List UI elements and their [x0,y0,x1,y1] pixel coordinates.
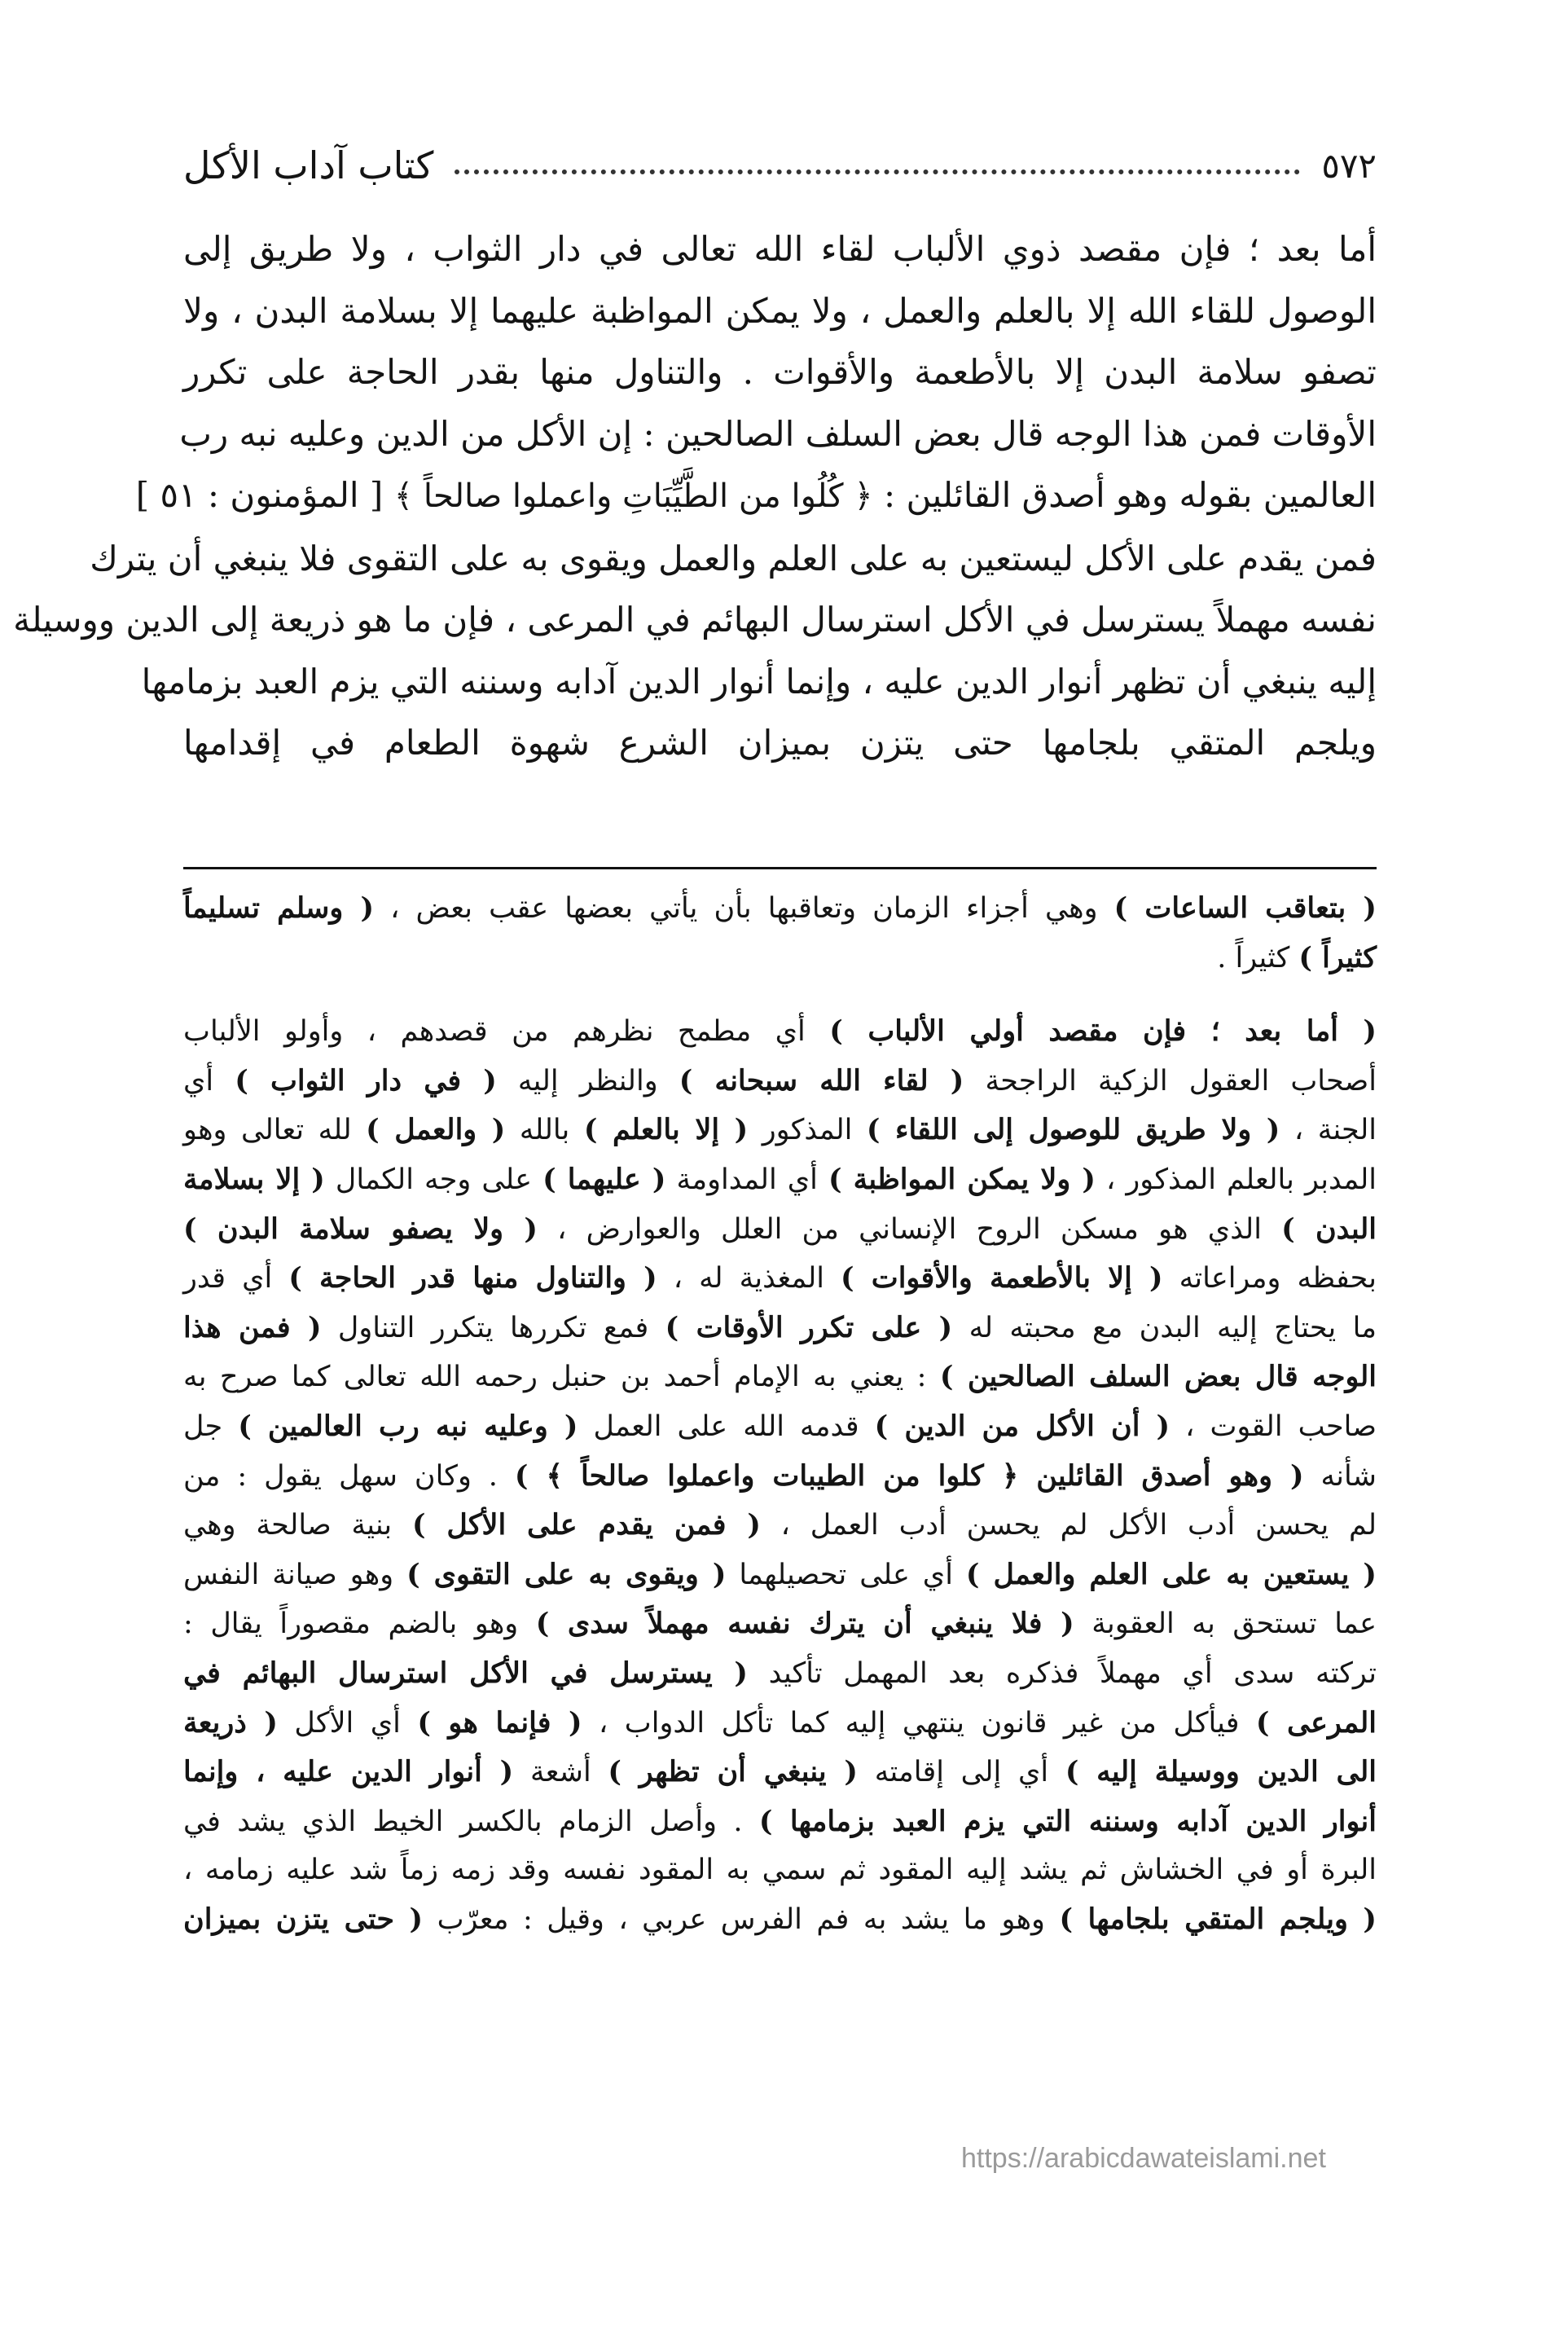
main-text-line: أما بعد ؛ فإن مقصد ذوي الألباب لقاء الله تعالى في دار الثواب ، ولا طريق إلى [183,229,1377,269]
commentary-line: البدن ) الذي هو مسكن الروح الإنساني من العلل والعوارض ، ( ولا يصفو سلامة البدن ) [183,1212,1377,1246]
commentary-line: أنوار الدين آدابه وسننه التي يزم العبد بزمامها ) . وأصل الزمام بالكسر الخيط الذي يشد في [183,1804,1377,1838]
page-number: ٥٧٢ [1321,145,1377,186]
commentary-line: تركته سدى أي مهملاً فذكره بعد المهمل تأكيد ( يسترسل في الأكل استرسال البهائم في [183,1656,1377,1690]
commentary-line: الى الدين ووسيلة إليه ) أي إلى إقامته ( ينبغي أن تظهر ) أشعة ( أنوار الدين عليه ، وإنما [183,1755,1377,1789]
main-text-line: العالمين بقوله وهو أصدق القائلين : ﴿ كُلُوا من الطَّيِّبَاتِ واعملوا صالحاً ﴾ [ المؤمنون : ٥١ ] [135,475,1377,515]
commentary [183,884,1377,1944]
main-text-line: نفسه مهملاً يسترسل في الأكل استرسال البهائم في المرعى ، فإن ما هو ذريعة إلى الدين ووسيلة [13,600,1377,640]
commentary-line: ما يحتاج إليه البدن مع محبته له ( على تكرر الأوقات ) فمع تكررها يتكرر التناول ( فمن هذا [183,1310,1377,1344]
commentary-line: ( يستعين به على العلم والعمل ) أي على تحصيلهما ( ويقوى به على التقوى ) وهو صيانة النفس [183,1557,1377,1591]
page-header [183,137,1377,194]
commentary-line: الجنة ، ( ولا طريق للوصول إلى اللقاء ) المذكور ( إلا بالعلم ) بالله ( والعمل ) لله تعالى وهو [183,1113,1377,1147]
main-text-line: الأوقات فمن هذا الوجه قال بعض السلف الصالحين : إن الأكل من الدين وعليه نبه رب [179,413,1377,454]
main-text-line: ويلجم المتقي بلجامها حتى يتزن بميزان الشرع شهوة الطعام في إقدامها [183,723,1377,763]
commentary-line: صاحب القوت ، ( أن الأكل من الدين ) قدمه الله على العمل ( وعليه نبه رب العالمين ) جل [183,1409,1377,1443]
commentary-line: شأنه ( وهو أصدق القائلين ﴿ كلوا من الطيبات واعملوا صالحاً ﴾ ) . وكان سهل يقول : من [183,1458,1377,1493]
commentary-line: المدبر بالعلم المذكور ، ( ولا يمكن المواظبة ) أي المداومة ( عليهما ) على وجه الكمال ( إلا بسلامة [183,1162,1377,1196]
commentary-line: ( أما بعد ؛ فإن مقصد أولي الألباب ) أي مطمح نظرهم من قصدهم ، وأولو الألباب [183,1014,1377,1049]
commentary-line: بحفظه ومراعاته ( إلا بالأطعمة والأقوات ) المغذية له ، ( والتناول منها قدر الحاجة ) أي قدر [183,1261,1377,1295]
commentary-line: ( بتعاقب الساعات ) وهي أجزاء الزمان وتعاقبها بأن يأتي بعضها عقب بعض ، ( وسلم تسليماً [183,891,1377,925]
main-text [13,218,1377,774]
commentary-line: ( ويلجم المتقي بلجامها ) وهو ما يشد به فم الفرس عربي ، وقيل : معرّب ( حتى يتزن بميزان [183,1902,1377,1936]
quran-verse: ﴿ كُلُوا من الطَّيِّبَاتِ واعملوا صالحاً ﴾ [393,477,873,515]
main-text-line: إليه ينبغي أن تظهر أنوار الدين عليه ، وإنما أنوار الدين آدابه وسننه التي يزم العبد بزمامها [141,661,1377,702]
text-divider [183,867,1377,869]
commentary-line: أصحاب العقول الزكية الراجحة ( لقاء الله سبحانه ) والنظر إليه ( في دار الثواب ) أي [183,1063,1377,1098]
commentary-line: المرعى ) فيأكل من غير قانون ينتهي إليه كما تأكل الدواب ، ( فإنما هو ) أي الأكل ( ذريعة [183,1705,1377,1740]
commentary-line: البرة أو في الخشاش ثم يشد إليه المقود ثم سمي به المقود نفسه وقد زمه زماً شد عليه زمامه ، [183,1854,1377,1887]
main-text-line: فمن يقدم على الأكل ليستعين به على العلم والعمل ويقوى به على التقوى فلا ينبغي أن يترك [90,538,1377,578]
main-text-line: الوصول للقاء الله إلا بالعلم والعمل ، ولا يمكن المواظبة عليهما إلا بسلامة البدن ، ولا [183,290,1377,331]
commentary-line: لم يحسن أدب الأكل لم يحسن أدب العمل ، ( فمن يقدم على الأكل ) بنية صالحة وهي [183,1508,1377,1542]
watermark-url: https://arabicdawateislami.net [961,2143,1326,2174]
main-text-line: تصفو سلامة البدن إلا بالأطعمة والأقوات . والتناول منها بقدر الحاجة على تكرر [183,352,1377,392]
header-dotted-leader [455,169,1300,174]
commentary-line: الوجه قال بعض السلف الصالحين ) : يعني به الإمام أحمد بن حنبل رحمه الله تعالى كما صرح به [183,1360,1377,1394]
commentary-line: عما تستحق به العقوبة ( فلا ينبغي أن يترك نفسه مهملاً سدى ) وهو بالضم مقصوراً يقال : [183,1607,1377,1641]
verse-reference: [ المؤمنون : ٥١ ] [135,475,384,515]
paragraph-gap [183,983,1377,1007]
commentary-line: كثيراً ) كثيراً . [1217,940,1377,974]
running-title: كتاب آداب الأكل [183,143,434,187]
